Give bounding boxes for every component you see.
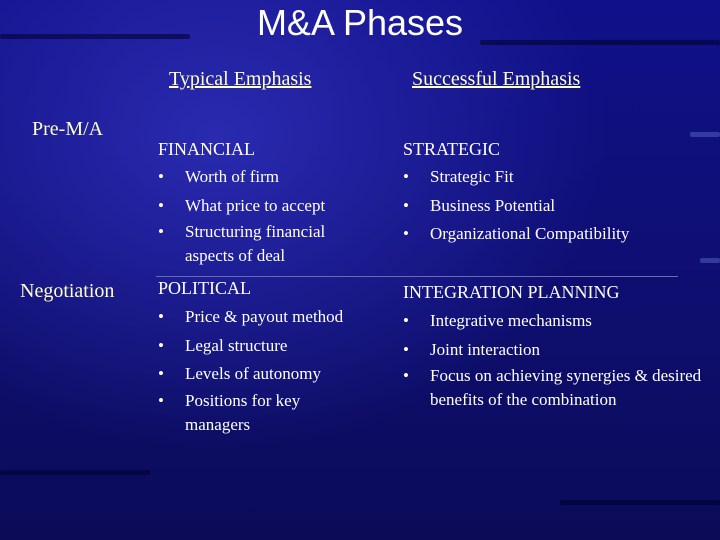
successful-section-heading: INTEGRATION PLANNING [403, 282, 620, 302]
bullet-icon: • [403, 224, 409, 243]
typical-bullet-list [158, 303, 383, 437]
bullet-icon: • [158, 364, 164, 383]
phase-label-pre-ma: Pre-M/A [32, 118, 104, 140]
typical-bullet-list [158, 163, 373, 268]
background-streak [0, 470, 150, 475]
bullet-icon: • [403, 311, 409, 330]
list-item-text: Business Potential [430, 195, 556, 215]
bullet-icon: • [158, 390, 164, 410]
list-item [403, 336, 718, 365]
bullet-icon: • [403, 339, 409, 359]
list-item-text: Integrative mechanisms [430, 311, 592, 330]
bullet-icon: • [158, 222, 164, 241]
list-item [403, 163, 703, 192]
list-item-text: Focus on achieving synergies & desired benefits of the combination [430, 366, 702, 409]
list-item [158, 332, 383, 361]
background-streak [560, 500, 720, 505]
list-item [158, 360, 383, 389]
list-item [158, 192, 373, 221]
list-item-text: Structuring financial aspects of deal [185, 222, 326, 265]
bullet-icon: • [158, 167, 164, 186]
list-item-text: Levels of autonomy [185, 364, 321, 383]
bullet-icon: • [403, 167, 409, 186]
page-title: M&A Phases [256, 2, 464, 43]
typical-section-heading: POLITICAL [158, 278, 251, 298]
list-item [403, 364, 718, 412]
background-streak [690, 132, 720, 137]
list-item-text: Worth of firm [185, 167, 279, 186]
list-item [158, 303, 383, 332]
list-item [403, 220, 703, 249]
list-item-text: Joint interaction [430, 339, 541, 359]
list-item [403, 192, 703, 221]
list-item-text: Legal structure [185, 335, 288, 355]
typical-section-heading: FINANCIAL [158, 139, 255, 159]
list-item-text: Price & payout method [185, 307, 344, 326]
column-header-successful: Successful Emphasis [412, 68, 581, 90]
successful-section-heading: STRATEGIC [403, 139, 501, 159]
list-item [158, 163, 373, 192]
bullet-icon: • [158, 195, 164, 215]
phase-label-negotiation: Negotiation [20, 280, 115, 302]
successful-bullet-list [403, 307, 718, 412]
list-item [158, 389, 335, 437]
bullet-icon: • [158, 335, 164, 355]
list-item-text: Positions for key managers [185, 390, 301, 434]
list-item-text: Strategic Fit [430, 167, 514, 186]
list-item [403, 307, 718, 336]
successful-bullet-list [403, 163, 703, 249]
column-header-typical: Typical Emphasis [169, 68, 312, 90]
bullet-icon: • [403, 195, 409, 215]
list-item-text: What price to accept [185, 195, 326, 215]
list-item [158, 220, 373, 268]
bullet-icon: • [158, 307, 164, 326]
background-streak [700, 258, 720, 263]
bullet-icon: • [403, 366, 409, 385]
list-item-text: Organizational Compatibility [430, 224, 630, 243]
